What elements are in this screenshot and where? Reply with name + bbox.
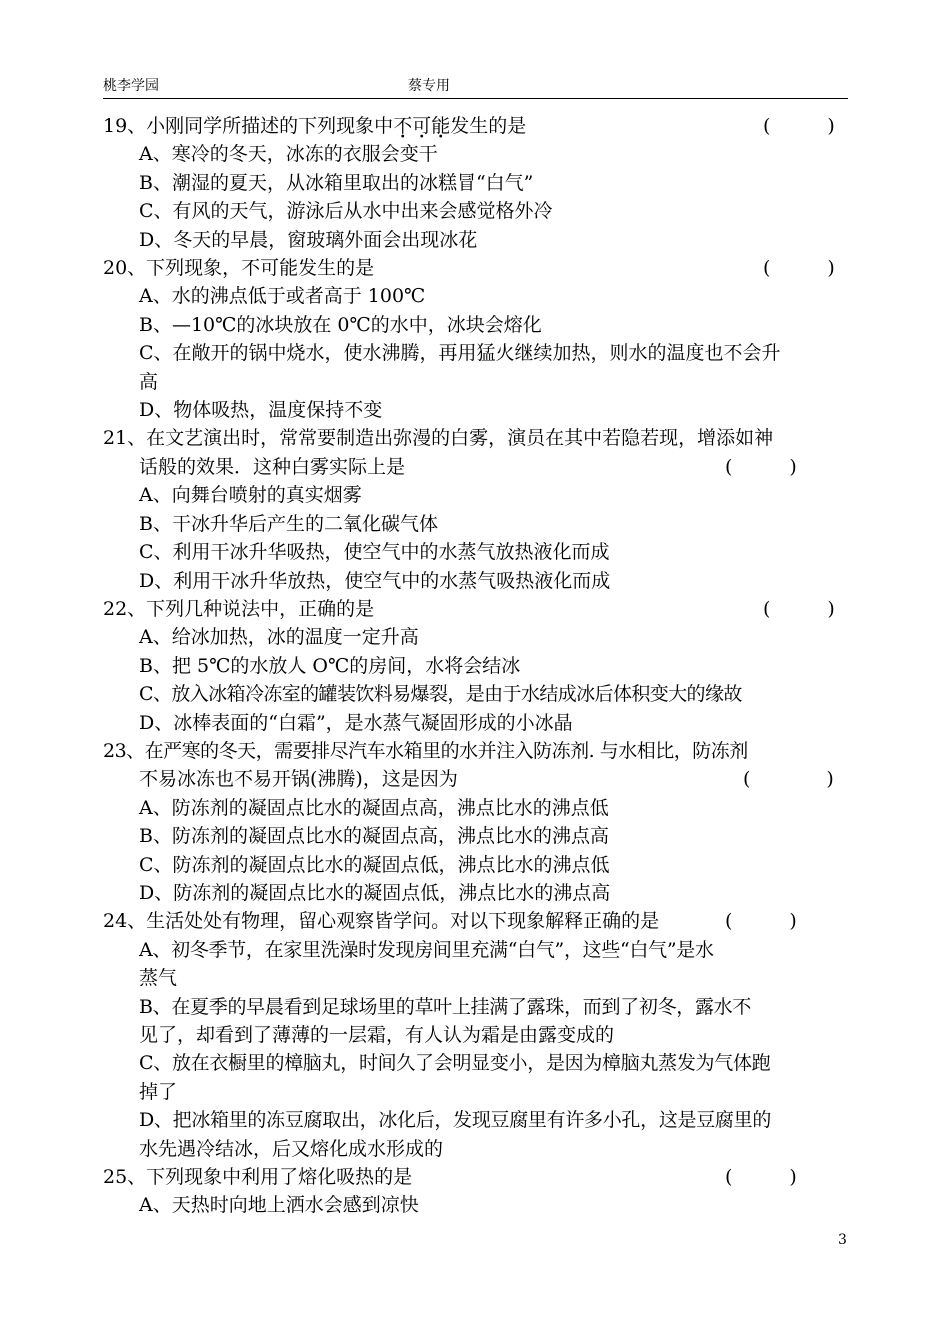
option-a-continued: 蒸气 <box>139 967 178 990</box>
answer-bracket: ( ) <box>763 115 835 137</box>
answer-bracket: ( ) <box>725 1166 797 1189</box>
question-25 <box>103 1163 848 1220</box>
option-c: C、放在衣橱里的樟脑丸，时间久了会明显变小，是因为樟脑丸蒸发为气体跑 <box>139 1052 771 1075</box>
option-a: A、天热时向地上洒水会感到凉快 <box>139 1194 419 1217</box>
option-a: A、初冬季节，在家里洗澡时发现房间里充满“白气”，这些“白气”是水 <box>139 938 714 961</box>
answer-bracket: ( ) <box>763 597 835 620</box>
option-a: A、寒冷的冬天，冰冻的衣服会变干 <box>139 143 438 166</box>
option-a: A、防冻剂的凝固点比水的凝固点高，沸点比水的沸点低 <box>139 796 609 819</box>
option-c: C、放入冰箱冷冻室的罐装饮料易爆裂，是由于水结成冰后体积变大的缘故 <box>139 683 742 706</box>
option-b: B、在夏季的早晨看到足球场里的草叶上挂满了露珠，而到了初冬，露水不 <box>139 995 752 1018</box>
question-21 <box>103 424 848 594</box>
option-a: A、给冰加热，冰的温度一定升高 <box>139 626 419 649</box>
option-b: B、干冰升华后产生的二氧化碳气体 <box>139 512 438 535</box>
question-19 <box>103 112 848 254</box>
question-stem-continued: 不易冰冻也不易开锅(沸腾)，这是因为 ( ) <box>103 765 848 793</box>
option-d: D、冰棒表面的“白霜”，是水蒸气凝固形成的小冰晶 <box>139 711 573 734</box>
option-d-continued: 水先遇冷结冰，后又熔化成水形成的 <box>139 1137 444 1160</box>
answer-bracket: ( ) <box>725 455 797 478</box>
option-b: B、把 5℃的水放人 O℃的房间，水将会结冰 <box>139 654 521 677</box>
option-c: C、利用干冰升华吸热，使空气中的水蒸气放热液化而成 <box>139 541 610 564</box>
option-c-continued: 掉了 <box>139 1080 178 1103</box>
question-stem: 24、生活处处有物理，留心观察皆学问。对以下现象解释正确的是 ( ) <box>103 907 848 935</box>
question-stem: 25、下列现象中利用了熔化吸热的是 ( ) <box>103 1163 848 1191</box>
question-stem-continued: 话般的效果．这种白雾实际上是 ( ) <box>103 453 848 481</box>
page-number: 3 <box>838 1232 847 1248</box>
question-stem: 22、下列几种说法中，正确的是 ( ) <box>103 595 848 623</box>
emphasis-char: 可 <box>412 115 432 137</box>
option-c: C、在敞开的锅中烧水，使水沸腾，再用猛火继续加热，则水的温度也不会升 <box>139 342 781 365</box>
header-school: 桃李学园 <box>103 78 159 94</box>
question-24 <box>103 907 848 1163</box>
option-a: A、向舞台喷射的真实烟雾 <box>139 484 362 507</box>
question-stem: 19、小刚同学所描述的下列现象中不可能发生的是 ( ) <box>103 112 848 140</box>
option-c: C、防冻剂的凝固点比水的凝固点低，沸点比水的沸点低 <box>139 853 610 876</box>
option-c: C、有风的天气，游泳后从水中出来会感觉格外冷 <box>139 200 553 223</box>
option-d: D、物体吸热，温度保持不变 <box>139 399 383 422</box>
header-owner: 蔡专用 <box>408 78 450 94</box>
answer-bracket: ( ) <box>763 257 835 280</box>
question-list <box>103 112 848 1220</box>
question-23 <box>103 737 848 907</box>
option-b: B、—10℃的冰块放在 0℃的水中，冰块会熔化 <box>139 313 542 336</box>
emphasis-char: 能 <box>431 115 451 137</box>
option-b-continued: 见了，却看到了薄薄的一层霜，有人认为霜是由露变成的 <box>139 1024 615 1046</box>
option-d: D、把冰箱里的冻豆腐取出，冰化后，发现豆腐里有许多小孔，这是豆腐里的 <box>139 1109 772 1132</box>
question-22 <box>103 595 848 737</box>
question-stem: 20、下列现象，不可能发生的是 ( ) <box>103 254 848 282</box>
question-stem: 21、在文艺演出时，常常要制造出弥漫的白雾，演员在其中若隐若现，增添如神 <box>103 427 774 450</box>
option-d: D、防冻剂的凝固点比水的凝固点低，沸点比水的沸点高 <box>139 881 611 904</box>
emphasis-char: 不 <box>393 115 413 137</box>
answer-bracket: ( ) <box>725 910 797 933</box>
answer-bracket: ( ) <box>743 768 834 791</box>
option-d: D、利用干冰升华放热，使空气中的水蒸气吸热液化而成 <box>139 569 611 592</box>
option-b: B、防冻剂的凝固点比水的凝固点高，沸点比水的沸点高 <box>139 825 609 848</box>
option-a: A、水的沸点低于或者高于 100℃ <box>139 285 426 308</box>
option-c-continued: 高 <box>139 370 159 393</box>
question-20 <box>103 254 848 424</box>
option-d: D、冬天的早晨，窗玻璃外面会出现冰花 <box>139 228 478 251</box>
page-header <box>103 76 848 99</box>
question-stem: 23、在严寒的冬天，需要排尽汽车水箱里的水并注入防冻剂. 与水相比，防冻剂 <box>103 739 748 762</box>
option-b: B、潮湿的夏天，从冰箱里取出的冰糕冒“白气” <box>139 171 534 194</box>
